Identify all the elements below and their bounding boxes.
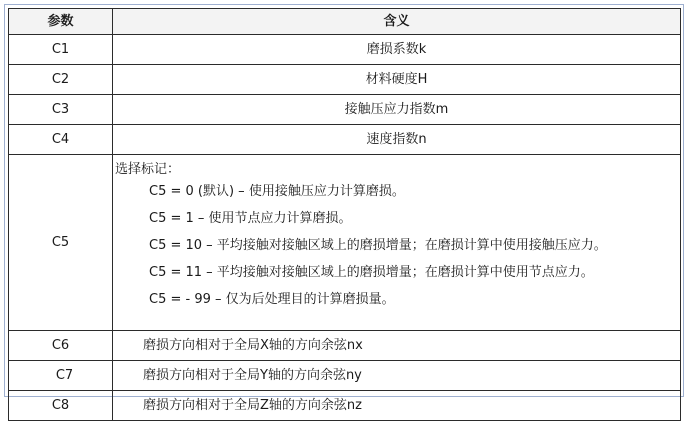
- table-row: [9, 125, 681, 155]
- header-row: [9, 9, 681, 35]
- param-cell: C8: [9, 391, 113, 421]
- table-row-c5: [9, 155, 681, 331]
- param-cell: C3: [9, 95, 113, 125]
- c5-option: C5 = 1 – 使用节点应力计算磨损。: [149, 211, 352, 226]
- parameter-table: [8, 8, 681, 421]
- param-label: C7: [55, 368, 74, 383]
- table-row: [9, 331, 681, 361]
- param-cell: C1: [9, 35, 113, 65]
- c5-meaning-cell: [113, 155, 681, 331]
- c5-option: C5 = 11 – 平均接触对接触区域上的磨损增量；在磨损计算中使用节点应力。: [149, 265, 594, 280]
- table-row: [9, 65, 681, 95]
- param-cell: C5: [9, 155, 113, 331]
- c5-option: C5 = 10 – 平均接触对接触区域上的磨损增量；在磨损计算中使用接触压应力。: [149, 238, 607, 253]
- meaning-cell: 磨损方向相对于全局X轴的方向余弦nx: [113, 331, 681, 361]
- param-cell: [9, 361, 113, 391]
- meaning-cell: 磨损方向相对于全局Y轴的方向余弦ny: [113, 361, 681, 391]
- meaning-cell: 速度指数n: [113, 125, 681, 155]
- param-cell: C2: [9, 65, 113, 95]
- param-cell: C4: [9, 125, 113, 155]
- table-row: [9, 361, 681, 391]
- param-cell: C6: [9, 331, 113, 361]
- c5-title: 选择标记：: [115, 162, 181, 177]
- header-meaning: 含义: [113, 9, 681, 35]
- table-row: [9, 391, 681, 421]
- c5-option: C5 = - 99 – 仅为后处理目的计算磨损量。: [149, 292, 395, 307]
- meaning-cell: 磨损系数k: [113, 35, 681, 65]
- c5-option: C5 = 0 (默认) – 使用接触压应力计算磨损。: [149, 184, 405, 199]
- table-row: [9, 95, 681, 125]
- header-param: 参数: [9, 9, 113, 35]
- meaning-cell: 材料硬度H: [113, 65, 681, 95]
- meaning-cell: 磨损方向相对于全局Z轴的方向余弦nz: [113, 391, 681, 421]
- table-row: [9, 35, 681, 65]
- meaning-cell: 接触压应力指数m: [113, 95, 681, 125]
